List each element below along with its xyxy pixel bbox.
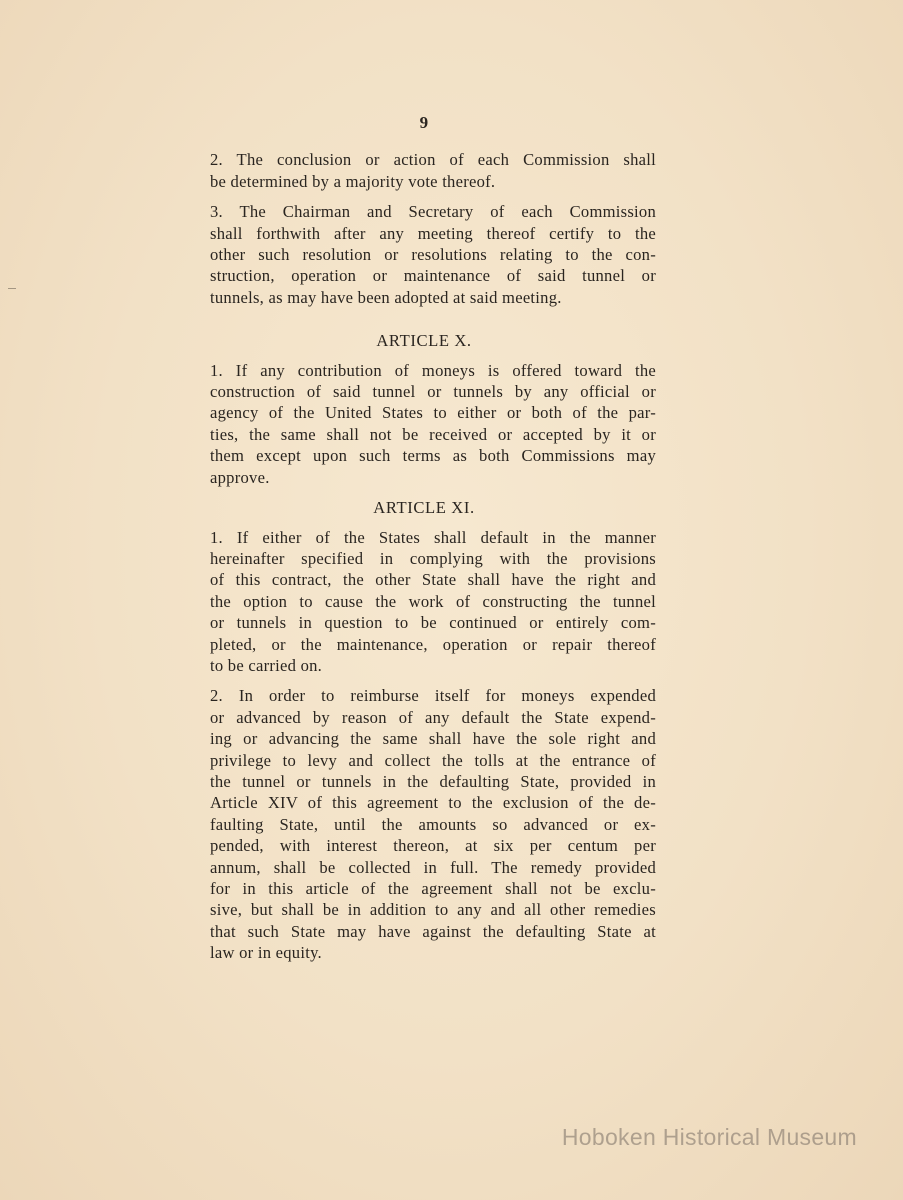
text-line: be determined by a majority vote thereof. (210, 171, 496, 191)
text-line: shall forthwith after any meeting thereof certify to the (210, 223, 656, 243)
text-line: the option to cause the work of constructing the tunnel (210, 591, 656, 611)
text-line: other such resolution or resolutions relating to the con- (210, 245, 656, 265)
text-line: for in this article of the agreement shall not be exclu- (210, 879, 656, 898)
text-line: ties, the same shall not be received or accepted by it or (210, 424, 656, 444)
text-line: 2. The conclusion or action of each Commission shall (210, 150, 656, 170)
text-line: faulting State, until the amounts so advanced or ex- (210, 814, 656, 834)
text-line: tunnels, as may have been adopted at said meeting. (210, 287, 562, 307)
text-line: approve. (210, 467, 270, 487)
page-number: 9 (419, 113, 429, 132)
text-line: of this contract, the other State shall have the right and (210, 570, 656, 590)
text-line: privilege to levy and collect the tolls at the entrance of (210, 750, 656, 770)
article-x-heading: ARTICLE X. (376, 331, 472, 351)
article-x-paragraph-1 (192, 360, 656, 488)
text-line: hereinafter specified in complying with the provisions (210, 548, 656, 568)
text-line: them except upon such terms as both Commissions may (210, 446, 656, 466)
text-line: law or in equity. (210, 943, 322, 963)
text-line: or advanced by reason of any default the State expend- (210, 707, 656, 727)
text-line: the tunnel or tunnels in the defaulting State, provided in (210, 771, 656, 791)
article-xi-heading: ARTICLE XI. (373, 498, 475, 518)
text-line: that such State may have against the defaulting State at (210, 921, 656, 941)
page-edge-mark (8, 288, 16, 289)
text-line: 2. In order to reimburse itself for moneys expended (210, 686, 656, 706)
text-line: to be carried on. (210, 655, 323, 675)
text-line: construction of said tunnel or tunnels by any official or (210, 382, 656, 402)
text-line: 1. If either of the States shall default in the manner (210, 527, 656, 547)
text-line: ing or advancing the same shall have the sole right and (210, 729, 656, 749)
text-line: annum, shall be collected in full. The remedy provided (210, 857, 656, 877)
text-line: 1. If any contribution of moneys is offered toward the (210, 360, 656, 380)
museum-watermark: Hoboken Historical Museum (561, 1124, 857, 1150)
text-line: Article XIV of this agreement to the exclusion of the de- (210, 793, 656, 813)
text-line: pended, with interest thereon, at six per centum per (210, 836, 656, 856)
article-xi-paragraph-1 (192, 527, 656, 677)
paragraph-3-chairman-secretary (192, 201, 656, 308)
text-line: sive, but shall be in addition to any and all other remedies (210, 900, 656, 920)
paragraph-2-commission-vote (192, 149, 656, 192)
text-line: struction, operation or maintenance of said tunnel or (210, 266, 656, 286)
text-block (192, 112, 656, 973)
text-line: or tunnels in question to be continued or entirely com- (210, 613, 656, 633)
article-xi-paragraph-2 (192, 685, 656, 963)
text-line: 3. The Chairman and Secretary of each Commission (210, 202, 656, 222)
text-line: agency of the United States to either or both of the par- (210, 403, 656, 423)
text-line: pleted, or the maintenance, operation or repair thereof (210, 634, 656, 654)
